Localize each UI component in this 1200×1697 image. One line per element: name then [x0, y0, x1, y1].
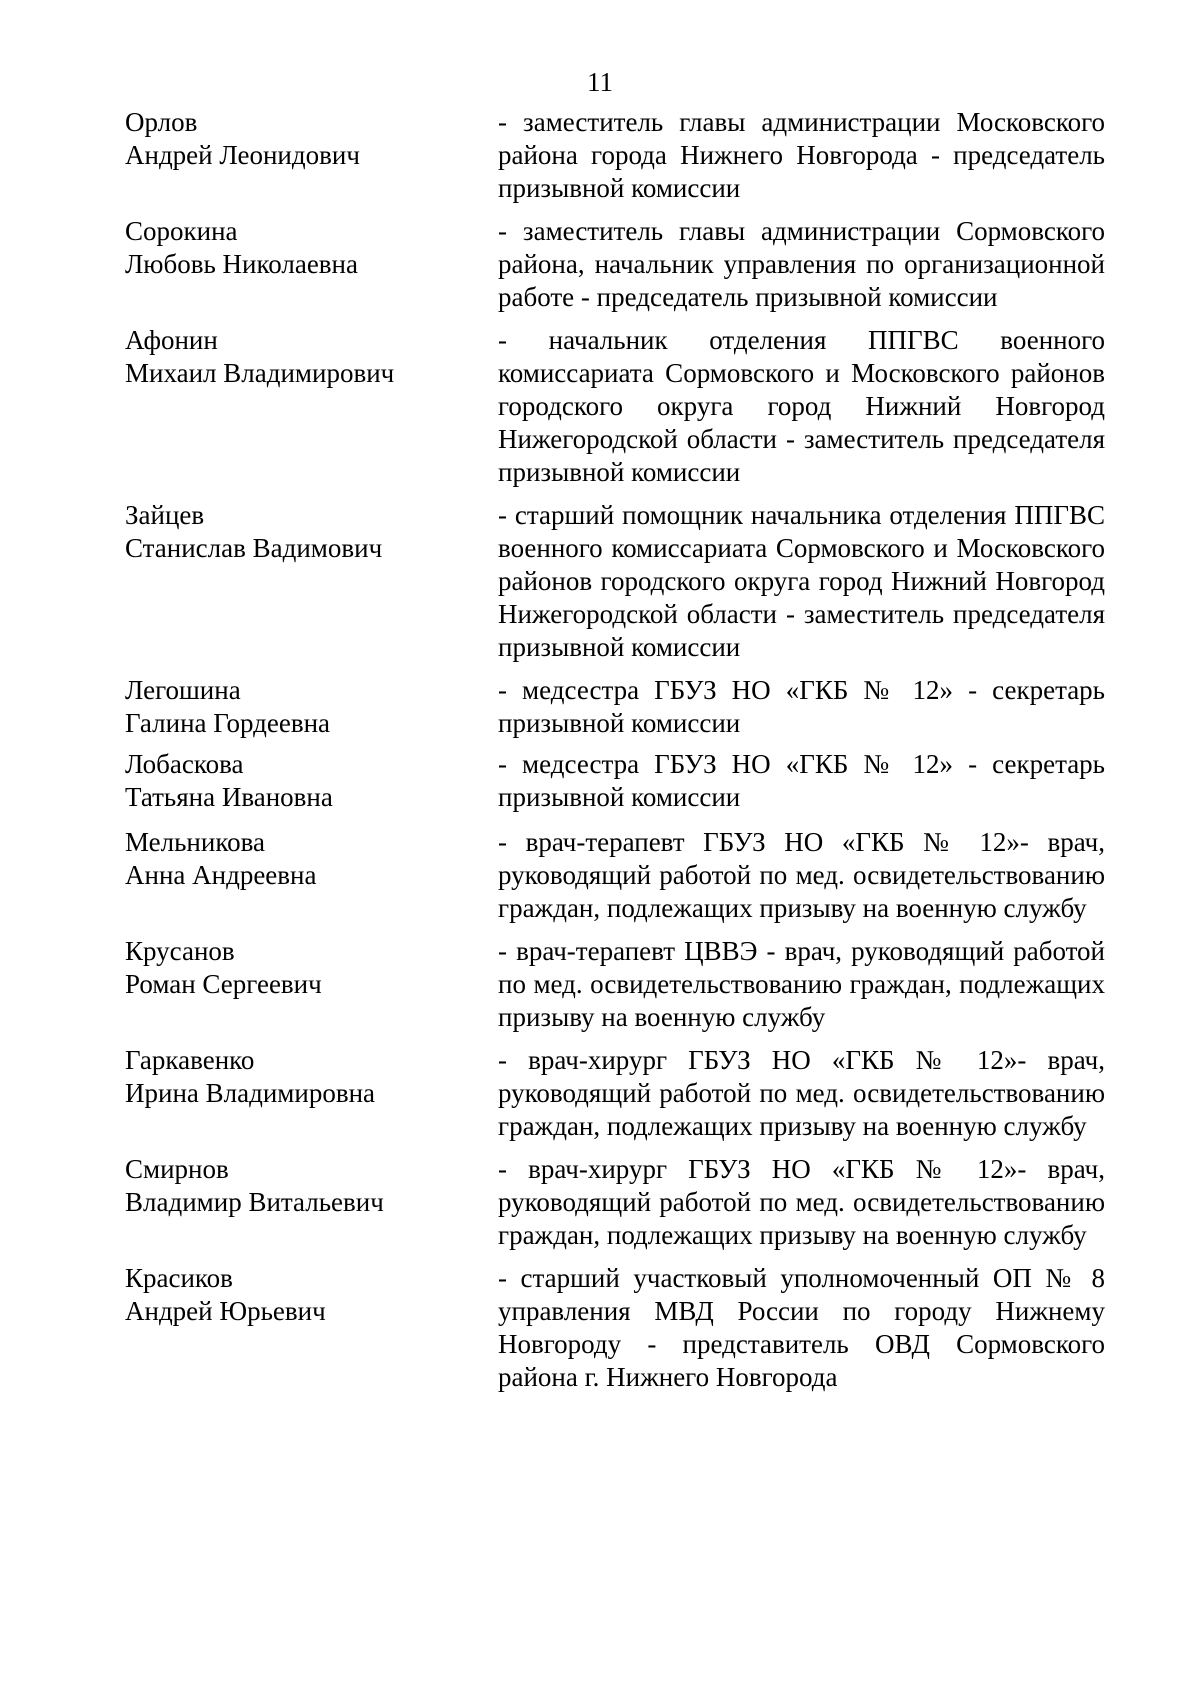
member-surname: Мельникова	[125, 827, 265, 857]
member-role: - врач-хирург ГБУЗ НО «ГКБ № 12»- врач, руководящий работой по мед. освидетельствованию граждан, подлежащих призыву на военную службу	[498, 1045, 1105, 1141]
member-role: - старший помощник начальника отделения ППГВС военного комиссариата Сормовского и Московского районов городского округа город Нижний Новгород Нижегородской области - заместитель председателя призывной комиссии	[498, 500, 1105, 662]
member-entry	[125, 1153, 1105, 1252]
member-role: - старший участковый уполномоченный ОП № 8 управления МВД России по городу Нижнему Новгороду - представитель ОВД Сормовского района г. Нижнего Новгорода	[498, 1263, 1105, 1392]
member-entry	[125, 1044, 1105, 1143]
member-role: - начальник отделения ППГВС военного комиссариата Сормовского и Московского районов городского округа город Нижний Новгород Нижегородской области - заместитель председателя призывной комиссии	[498, 325, 1105, 487]
member-surname: Крусанов	[125, 936, 235, 966]
member-entry	[125, 106, 1105, 205]
member-entry	[125, 826, 1105, 925]
member-surname: Гаркавенко	[125, 1045, 255, 1075]
member-name	[125, 1044, 498, 1143]
member-entry	[125, 935, 1105, 1034]
member-given-name: Андрей Леонидович	[125, 140, 360, 170]
member-name	[125, 935, 498, 1034]
member-role: - врач-терапевт ЦВВЭ - врач, руководящий работой по мед. освидетельствованию граждан, подлежащих призыву на военную службу	[498, 936, 1105, 1032]
member-role: - заместитель главы администрации Московского района города Нижнего Новгорода - председатель призывной комиссии	[498, 107, 1105, 203]
member-entry	[125, 1262, 1105, 1394]
member-role: - заместитель главы администрации Сормовского района, начальник управления по организационной работе - председатель призывной комиссии	[498, 216, 1105, 312]
member-entry	[125, 324, 1105, 489]
member-name	[125, 1153, 498, 1252]
member-role: - медсестра ГБУЗ НО «ГКБ № 12» - секретарь призывной комиссии	[498, 749, 1105, 812]
member-entry	[125, 499, 1105, 664]
member-entry	[125, 748, 1105, 814]
member-surname: Легошина	[125, 675, 241, 705]
member-given-name: Ирина Владимировна	[125, 1078, 376, 1108]
member-name	[125, 674, 498, 740]
member-surname: Красиков	[125, 1263, 233, 1293]
member-given-name: Галина Гордеевна	[125, 708, 331, 738]
member-name	[125, 1262, 498, 1394]
member-given-name: Михаил Владимирович	[125, 358, 395, 388]
member-role: - врач-хирург ГБУЗ НО «ГКБ № 12»- врач, руководящий работой по мед. освидетельствованию граждан, подлежащих призыву на военную службу	[498, 1154, 1105, 1250]
member-role: - врач-терапевт ГБУЗ НО «ГКБ № 12»- врач, руководящий работой по мед. освидетельствованию граждан, подлежащих призыву на военную службу	[498, 827, 1105, 923]
member-name	[125, 106, 498, 205]
member-name	[125, 499, 498, 664]
member-name	[125, 215, 498, 314]
member-surname: Орлов	[125, 107, 198, 137]
member-given-name: Станислав Вадимович	[125, 533, 383, 563]
member-name	[125, 324, 498, 489]
member-given-name: Анна Андреевна	[125, 860, 317, 890]
member-surname: Зайцев	[125, 500, 205, 530]
member-given-name: Роман Сергеевич	[125, 969, 322, 999]
page-number: 11	[587, 67, 613, 97]
member-name	[125, 748, 498, 814]
member-entry	[125, 674, 1105, 740]
member-surname: Афонин	[125, 325, 218, 355]
member-name	[125, 826, 498, 925]
member-given-name: Андрей Юрьевич	[125, 1296, 326, 1326]
member-surname: Смирнов	[125, 1154, 229, 1184]
commission-member-list	[125, 106, 1105, 1394]
member-surname: Сорокина	[125, 216, 238, 246]
member-role: - медсестра ГБУЗ НО «ГКБ № 12» - секретарь призывной комиссии	[498, 675, 1105, 738]
member-surname: Лобаскова	[125, 749, 244, 779]
member-entry	[125, 215, 1105, 314]
member-given-name: Владимир Витальевич	[125, 1187, 384, 1217]
member-given-name: Любовь Николаевна	[125, 249, 358, 279]
member-given-name: Татьяна Ивановна	[125, 782, 333, 812]
